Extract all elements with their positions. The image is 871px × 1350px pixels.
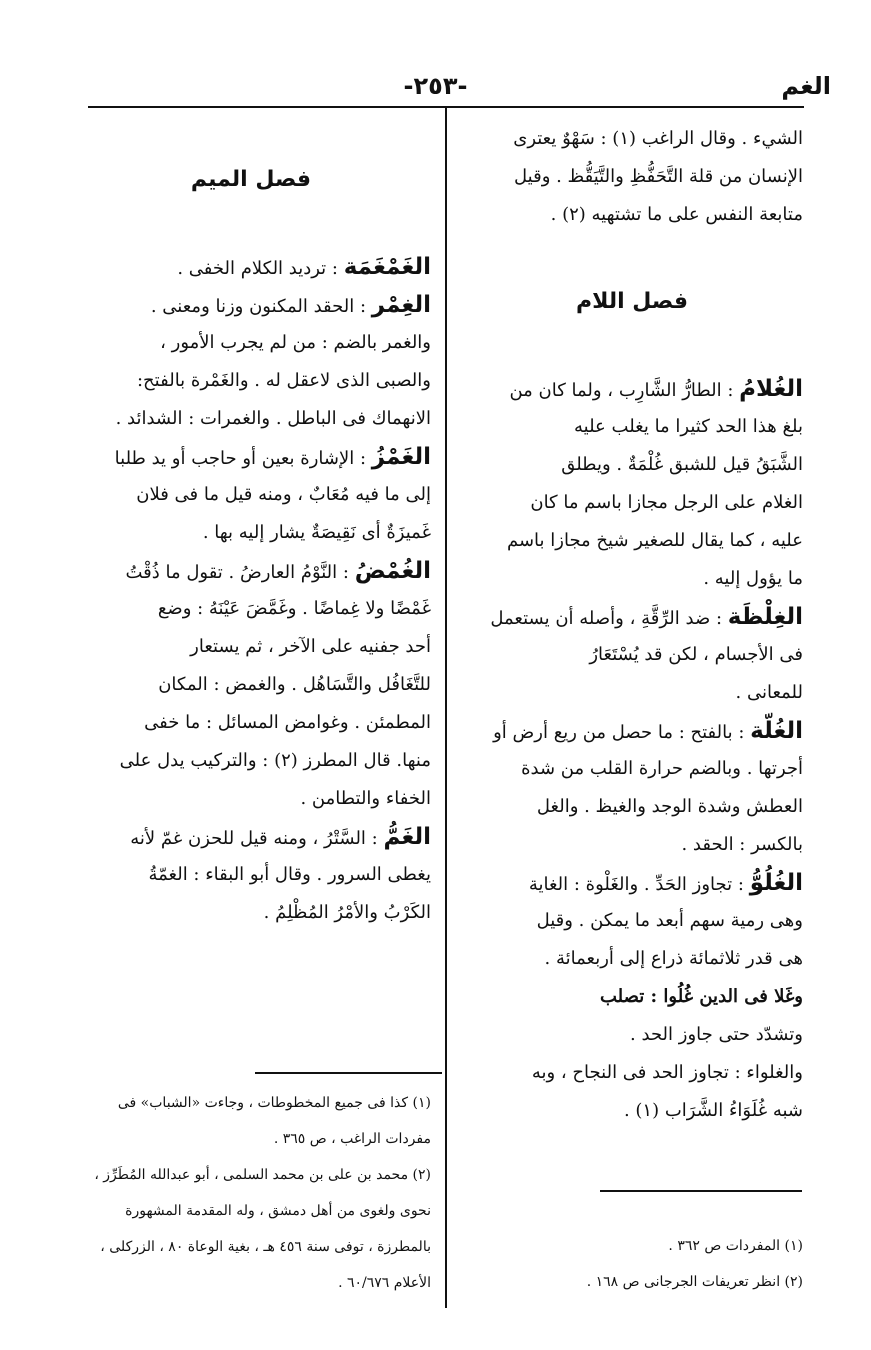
entry-line (461, 864, 803, 902)
text-line: شبه غُلَوَاءُ الشَّرَاب (١) . (623, 1100, 803, 1121)
spacer (461, 234, 803, 272)
footnote-separator-left (255, 1072, 442, 1074)
entry-definition: : الحقد المكنون وزنا ومعنى . (150, 296, 367, 317)
text-line: المطمئن . وغوامض المسائل : ما خفى (144, 712, 431, 733)
right-column (461, 120, 803, 1130)
footnote-line: (٢) محمد بن على بن محمد السلمى ، أبو عبدالله المُطَرِّز ، (94, 1167, 431, 1183)
spacer (71, 210, 431, 248)
text-line: غَمْضًا ولا غِماضًا . وغَمَّضَ عَيْنَهُ : وضع (157, 598, 431, 619)
entry-term: الغُمْضُ (354, 558, 431, 584)
text-line: الشَّبَقُ قيل للشبق غُلْمَةٌ . ويطلق (561, 454, 803, 475)
entry-line (71, 248, 431, 286)
text-line: بلغ هذا الحد كثيرا ما يغلب عليه (574, 416, 803, 437)
text-line: وهى رمية سهم أبعد ما يمكن . وقيل (536, 910, 803, 931)
entry-term: الغِمْر (371, 292, 431, 318)
text-line: الانهماك فى الباطل . والغمرات : الشدائد . (115, 408, 431, 429)
entry-definition: : تجاوز الحَدِّ . والغَلْوة : الغاية (528, 874, 744, 895)
text-line: الشيء . وقال الراغب (١) : سَهْوٌ يعترى (513, 128, 803, 149)
entry-definition: : الطارُّ الشَّارِب ، ولما كان من (509, 380, 734, 401)
entry-term: الغُلُوُّ (749, 870, 803, 896)
text-line: العطش وشدة الوجد والغيظ . والغل (536, 796, 803, 817)
footnote-line: (١) كذا فى جميع المخطوطات ، وجاءت «الشباب» فى (117, 1095, 431, 1111)
text-line: فى الأجسام ، لكن قد يُسْتَعَارُ (589, 644, 803, 665)
text-line: متابعة النفس على ما تشتهيه (٢) . (550, 204, 803, 225)
entry-term: الغَمْزُ (371, 444, 431, 470)
section-heading-mim: فصل الميم (190, 167, 312, 192)
page-header (0, 68, 871, 108)
left-footnotes (71, 1085, 431, 1301)
footnote-line: (١) المفردات ص ٣٦٢ . (668, 1238, 803, 1254)
entry-line (461, 370, 803, 408)
entry-definition: : السَّتْرُ ، ومنه قيل للحزن غمّ لأنه (130, 828, 378, 849)
text-line: أجرتها . وبالضم حرارة القلب من شدة (521, 758, 803, 779)
right-footnotes (463, 1228, 803, 1300)
page-number: -٢٥٣- (403, 72, 468, 100)
text-line: الخفاء والتطامن . (300, 788, 431, 809)
footnote-separator-right (600, 1190, 802, 1192)
text-line: هى قدر ثلاثمائة ذراع إلى أربعمائة . (544, 948, 803, 969)
entry-definition: : النَّوْمُ العارضُ . تقول ما ذُقْتُ (125, 562, 349, 583)
entry-term: الغَمْغَمَة (343, 254, 431, 280)
text-line: وغَلا فى الدين غُلُوا : تصلب (599, 986, 803, 1007)
text-line: غَميزَةٌ أى نَقِيصَةٌ يشار إليه بها . (202, 522, 431, 543)
entry-term: الغُلّة (750, 718, 803, 744)
footnote-line: بالمطرزة ، توفى سنة ٤٥٦ هـ ، بغية الوعاة ٨٠ ، الزركلى ، (100, 1239, 431, 1255)
text-line: والغمر بالضم : من لم يجرب الأمور ، (160, 332, 431, 353)
entry-line (71, 438, 431, 476)
entry-definition: : الإشارة بعين أو حاجب أو يد طلبا (114, 448, 367, 469)
text-line: للتَّغَافُل والتَّسَاهُل . والغمض : المكان (158, 674, 431, 695)
text-line: عليه ، كما يقال للصغير شيخ مجازا باسم (506, 530, 803, 551)
entry-term: الغُلامُ (739, 376, 803, 402)
header-keyword: الغم (781, 72, 831, 100)
text-line: والغلواء : تجاوز الحد فى النجاح ، وبه (531, 1062, 803, 1083)
text-line: إلى ما فيه مُعَابٌ ، ومنه قيل ما فى فلان (136, 484, 431, 505)
text-line: للمعانى . (735, 682, 803, 703)
entry-line (71, 286, 431, 324)
text-line: بالكسر : الحقد . (681, 834, 803, 855)
entry-definition: : ضد الرِّقَّةِ ، وأصله أن يستعمل (490, 608, 723, 629)
section-heading-lam: فصل اللام (575, 289, 688, 314)
text-line: ما يؤول إليه . (703, 568, 803, 589)
left-column (71, 150, 431, 932)
footnote-line: نحوى ولغوى من أهل دمشق ، وله المقدمة المشهورة (125, 1203, 431, 1219)
footnote-line: الأعلام ٦٠/٦٧٦ . (338, 1275, 431, 1291)
entry-line (461, 712, 803, 750)
column-divider (445, 106, 447, 1308)
text-line: والصبى الذى لاعقل له . والغَمْرة بالفتح: (136, 370, 431, 391)
entry-term: الغَمُّ (383, 824, 431, 850)
text-line: أحد جفنيه على الآخر ، ثم يستعار (190, 636, 431, 657)
entry-definition: : بالفتح : ما حصل من ريع أرض أو (493, 722, 745, 743)
entry-line (461, 598, 803, 636)
text-line: يغطى السرور . وقال أبو البقاء : الغمّةُ (148, 864, 431, 885)
text-line: الإنسان من قلة التَّحَفُّظِ والتَّيَقُّظ . وقيل (514, 166, 803, 187)
footnote-line: مفردات الراغب ، ص ٣٦٥ . (273, 1131, 431, 1147)
footnote-line: (٢) انظر تعريفات الجرجانى ص ١٦٨ . (586, 1274, 803, 1290)
text-line: الكَرْبُ والأمْرُ المُظْلِمُ . (263, 902, 431, 923)
text-line: منها. قال المطرز (٢) : والتركيب يدل على (119, 750, 431, 771)
entry-line (71, 552, 431, 590)
text-line: وتشدّد حتى جاوز الحد . (630, 1024, 803, 1045)
entry-term: الغِلْظَة (727, 604, 803, 630)
spacer (461, 332, 803, 370)
entry-definition: : ترديد الكلام الخفى . (177, 258, 338, 279)
entry-line (71, 818, 431, 856)
text-line: الغلام على الرجل مجازا باسم ما كان (530, 492, 803, 513)
